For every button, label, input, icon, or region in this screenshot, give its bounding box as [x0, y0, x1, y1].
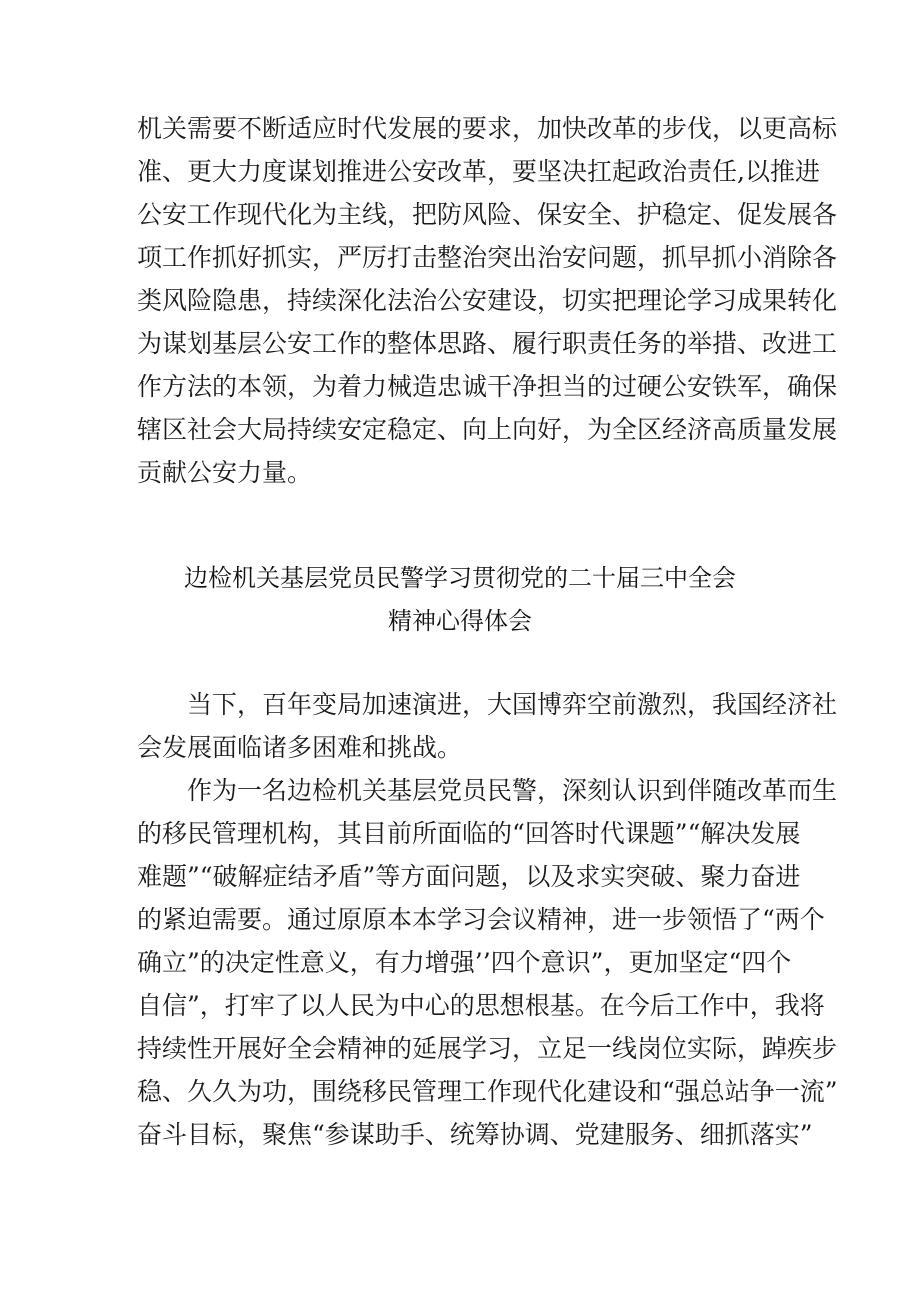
text-line: 类风险隐患，持续深化法治公安建设，切实把理论学习成果转化	[137, 286, 838, 315]
title-line-1: 边检机关基层党员民警学习贯彻党的二十届三中全会	[184, 564, 736, 592]
text-line: 稳、久久为功，围绕移民管理工作现代化建设和“强总站争一流”	[137, 1077, 838, 1106]
text-line: 确立”的决定性意义，有力增强’’四个意识”，更加坚定“四个	[137, 948, 792, 977]
text-line: 持续性开展好全会精神的延展学习，立足一线岗位实际，踔疾步	[137, 1034, 838, 1063]
text-line: 贡献公安力量。	[137, 458, 313, 487]
text-line: 难题”“破解症结矛盾”等方面问题，以及求实突破、聚力奋进	[137, 862, 801, 891]
text-line: 为谋划基层公安工作的整体思路、履行职责任务的举措、改进工	[137, 329, 838, 358]
text-line: 作方法的本领，为着力械造忠诚干净担当的过硬公安铁军，确保	[137, 372, 838, 401]
text-line: 作为一名边检机关基层党员民警，深刻认识到伴随改革而生	[187, 776, 838, 805]
text-line: 当下，百年变局加速演进，大国博弈空前激烈，我国经济社	[187, 690, 838, 719]
text-line: 奋斗目标，聚焦“参谋助手、统筹协调、党建服务、细抓落实”	[137, 1120, 813, 1149]
text-line: 会发展面临诸多困难和挑战。	[137, 733, 463, 762]
text-line: 准、更大力度谋划推进公安改革，要坚决扛起政治责任,以推进	[137, 157, 820, 186]
text-line: 的紧迫需要。通过原原本本学习会议精神，进一步领悟了“两个	[137, 905, 825, 934]
text-line: 机关需要不断适应时代发展的要求，加快改革的步伐，以更高标	[137, 114, 838, 143]
title-line-2: 精神心得体会	[388, 607, 532, 635]
text-line: 辖区社会大局持续安定稳定、向上向好，为全区经济高质量发展	[137, 415, 838, 444]
text-line: 的移民管理机构，其目前所面临的“回答时代课题”“解决发展	[137, 819, 801, 848]
text-line: 自信”，打牢了以人民为中心的思想根基。在今后工作中，我将	[137, 991, 825, 1020]
text-line: 项工作抓好抓实，严厉打击整治突出治安问题，抓早抓小消除各	[137, 243, 838, 272]
text-line: 公安工作现代化为主线，把防风险、保安全、护稳定、促发展各	[137, 200, 838, 229]
